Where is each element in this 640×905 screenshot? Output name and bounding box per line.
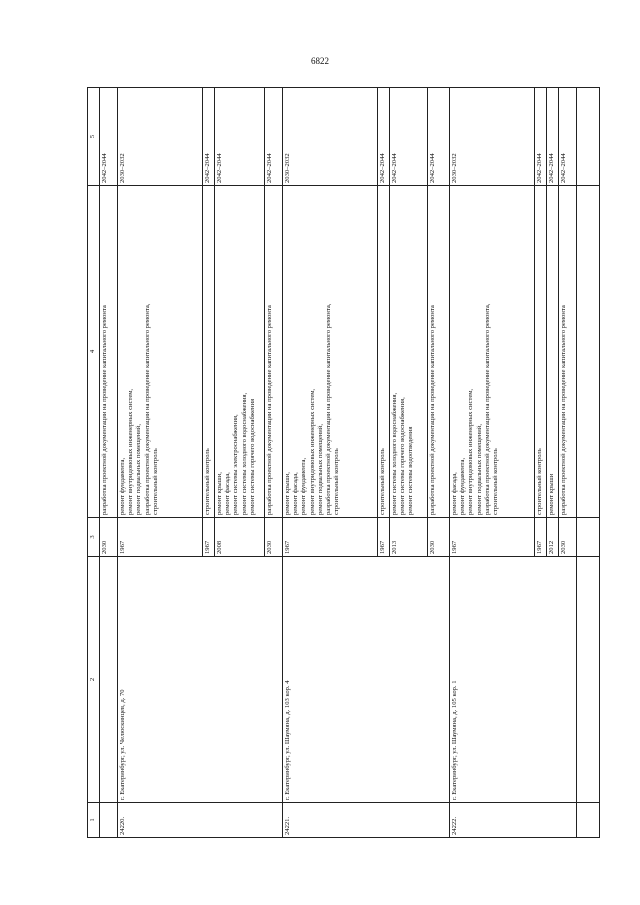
repair-schedule-table [87, 87, 600, 838]
period-cell: 2042–2044 [215, 88, 265, 186]
year-cell: 2012 [547, 518, 559, 557]
address-cell: г. Екатеринбург, ул. Шаумяна, д. 103 кор. 4 [283, 557, 450, 803]
header-col-5: 5 [88, 88, 100, 186]
table-row [283, 88, 378, 838]
work-types-cell: строительный контроль [378, 186, 390, 518]
work-types-cell: разработка проектной документации на проведение капитального ремонта [559, 186, 577, 518]
year-cell: 1967 [283, 518, 378, 557]
period-cell: 2030–2032 [118, 88, 203, 186]
period-cell: 2030–2032 [283, 88, 378, 186]
object-number-cell [100, 803, 118, 838]
work-types-cell: ремонт крыши, ремонт фасада, ремонт системы электроснабжения, ремонт системы холодного водоснабжения, ремонт системы горячего водоснабжения [215, 186, 265, 518]
period-cell: 2042–2044 [390, 88, 428, 186]
year-cell: 2030 [100, 518, 118, 557]
table-row [100, 88, 118, 838]
work-types-cell: разработка проектной документации на проведение капитального ремонта [428, 186, 450, 518]
address-cell [100, 557, 118, 803]
work-types-cell: строительный контроль [535, 186, 547, 518]
header-row [88, 88, 100, 838]
period-cell: 2042–2044 [100, 88, 118, 186]
empty-cell [577, 186, 600, 518]
work-types-cell: разработка проектной документации на проведение капитального ремонта [100, 186, 118, 518]
period-cell: 2042–2044 [535, 88, 547, 186]
table-row [450, 88, 535, 838]
year-cell: 2013 [390, 518, 428, 557]
work-types-cell: ремонт фасада, ремонт фундамента, ремонт внутридомовых инженерных систем, ремонт подвальных помещений, разработка проектной документации на проведение капитального ремонта, строительный контроль [450, 186, 535, 518]
year-cell: 2030 [559, 518, 577, 557]
period-cell: 2042–2044 [559, 88, 577, 186]
table-body [100, 88, 600, 838]
year-cell: 1967 [535, 518, 547, 557]
address-cell: г. Екатеринбург, ул. Челюскинцев, д. 70 [118, 557, 283, 803]
work-types-cell: ремонт крыши [547, 186, 559, 518]
work-types-cell: ремонт крыши, ремонт фасада, ремонт фундамента, ремонт внутридомовых инженерных систем, ремонт подвальных помещений, разработка проектной документации на проведение капитального ремонта, строительный контроль [283, 186, 378, 518]
header-col-2: 2 [88, 557, 100, 803]
period-cell: 2042–2044 [265, 88, 283, 186]
period-cell: 2042–2044 [428, 88, 450, 186]
work-types-cell: строительный контроль [203, 186, 215, 518]
year-cell: 1967 [118, 518, 203, 557]
period-cell: 2030–2032 [450, 88, 535, 186]
empty-cell [577, 518, 600, 557]
year-cell: 2008 [215, 518, 265, 557]
address-cell: г. Екатеринбург, ул. Шаумяна, д. 105 кор. 1 [450, 557, 577, 803]
object-number-cell: 24220. [118, 803, 283, 838]
empty-cell [577, 557, 600, 803]
year-cell: 2030 [428, 518, 450, 557]
year-cell: 1967 [450, 518, 535, 557]
period-cell: 2042–2044 [203, 88, 215, 186]
empty-cell [577, 88, 600, 186]
period-cell: 2042–2044 [378, 88, 390, 186]
rotated-table-container [87, 88, 600, 838]
empty-cell [577, 803, 600, 838]
year-cell: 2030 [265, 518, 283, 557]
header-col-4: 4 [88, 186, 100, 518]
year-cell: 1967 [378, 518, 390, 557]
header-col-1: 1 [88, 803, 100, 838]
header-col-3: 3 [88, 518, 100, 557]
filler-row [577, 88, 600, 838]
object-number-cell: 24221. [283, 803, 450, 838]
object-number-cell: 24222. [450, 803, 577, 838]
year-cell: 1967 [203, 518, 215, 557]
table-row [118, 88, 203, 838]
work-types-cell: ремонт системы холодного водоснабжения, ремонт системы горячего водоснабжения, ремонт системы водоотведения [390, 186, 428, 518]
period-cell: 2042–2044 [547, 88, 559, 186]
work-types-cell: ремонт фундамента, ремонт внутридомовых инженерных систем, ремонт подвальных помещений, разработка проектной документации на проведение капитального ремонта, строительный контроль [118, 186, 203, 518]
work-types-cell: разработка проектной документации на проведение капитального ремонта [265, 186, 283, 518]
page-number: 6822 [311, 56, 329, 66]
